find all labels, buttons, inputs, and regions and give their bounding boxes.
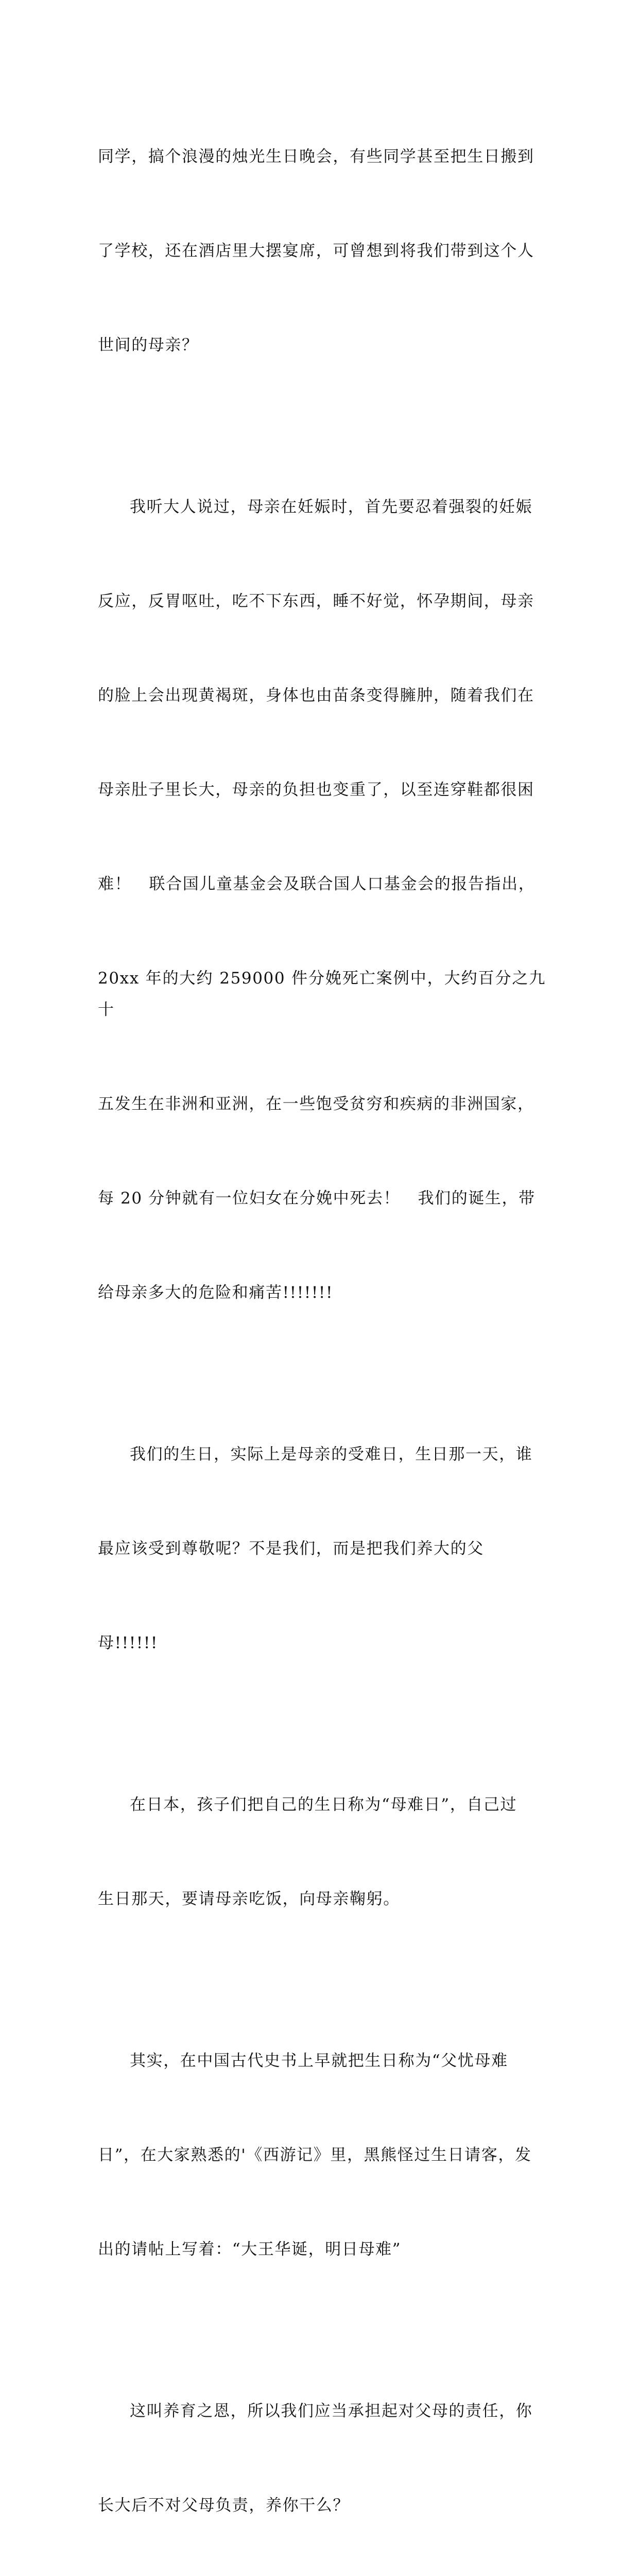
paragraph-line: 生日那天，要请母亲吃饭，向母亲鞠躬。	[98, 1890, 400, 1908]
paragraph-line: 的脸上会出现黄褐斑，身体也由苗条变得臃肿，随着我们在	[98, 686, 534, 705]
paragraph-line: 反应，反胃呕吐，吃不下东西，睡不好觉，怀孕期间，母亲	[98, 592, 534, 611]
paragraph-line: 我们的生日，实际上是母亲的受难日，生日那一天，谁	[130, 1445, 533, 1464]
paragraph-line: 日”，在大家熟悉的'《西游记》里，黑熊怪过生日请客，发	[98, 2146, 532, 2164]
paragraph-line: 20xx 年的大约 259000 件分娩死亡案例中，大约百分之九十	[98, 969, 546, 1019]
paragraph-line: 最应该受到尊敬呢？不是我们，而是把我们养大的父	[98, 1539, 484, 1558]
paragraph-5	[98, 1982, 546, 2328]
paragraph-6	[98, 2333, 546, 2576]
paragraph-line: 我听大人说过，母亲在妊娠时，首先要忍着强裂的妊娠	[130, 498, 533, 516]
document-body	[98, 78, 546, 2576]
paragraph-1	[98, 78, 546, 424]
paragraph-line: 给母亲多大的危险和痛苦!!!!!!!	[98, 1283, 334, 1302]
paragraph-2	[98, 429, 546, 1371]
paragraph-line: 长大后不对父母负责，养你干么？	[98, 2496, 350, 2515]
paragraph-line: 五发生在非洲和亚洲，在一些饱受贫穷和疾病的非洲国家，	[98, 1095, 534, 1113]
paragraph-line: 母亲肚子里长大，母亲的负担也变重了，以至连穿鞋都很困	[98, 781, 534, 799]
paragraph-line: 其实，在中国古代史书上早就把生日称为“父忧母难	[130, 2052, 508, 2070]
paragraph-line: 同学，搞个浪漫的烛光生日晚会，有些同学甚至把生日搬到	[98, 147, 534, 166]
paragraph-line: 出的请帖上写着：“大王华诞，明日母难”	[98, 2240, 402, 2259]
paragraph-line: 世间的母亲？	[98, 336, 199, 354]
paragraph-line: 在日本，孩子们把自己的生日称为“母难日”，自己过	[130, 1795, 517, 1814]
paragraph-line: 了学校，还在酒店里大摆宴席，可曾想到将我们带到这个人	[98, 242, 534, 260]
paragraph-4	[98, 1726, 546, 1978]
paragraph-line: 难！ 联合国儿童基金会及联合国人口基金会的报告指出，	[98, 875, 536, 893]
paragraph-line: 这叫养育之恩，所以我们应当承担起对父母的责任，你	[130, 2402, 533, 2420]
paragraph-line: 母!!!!!!	[98, 1634, 158, 1652]
paragraph-line: 每 20 分钟就有一位妇女在分娩中死去！ 我们的诞生，带	[98, 1189, 536, 1208]
paragraph-3	[98, 1376, 546, 1722]
